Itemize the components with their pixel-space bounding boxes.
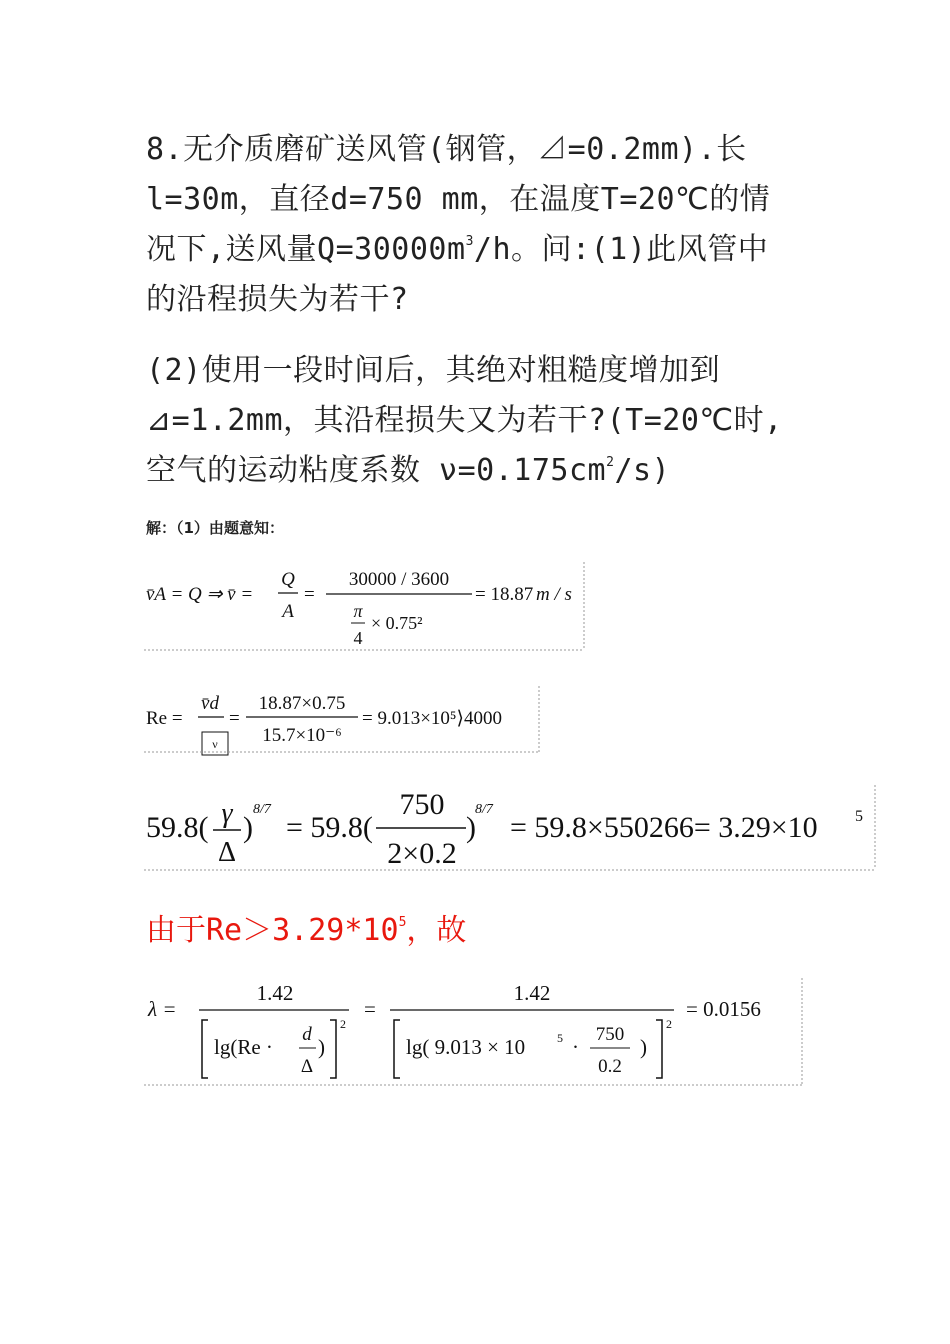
eq1-frac-den: A <box>282 601 294 622</box>
problem-line: /s) <box>614 453 671 488</box>
eq3-tail: = 59.8×550266= 3.29×10 <box>510 811 818 844</box>
eq2-frac-den: ν <box>212 737 218 751</box>
eq3-paren: ) <box>243 811 253 844</box>
eq4-delta: Δ <box>300 1056 314 1077</box>
eq4-equals: = <box>364 997 376 1021</box>
eq4-d: d <box>302 1024 312 1045</box>
eq4-den-a: lg(Re · <box>214 1035 273 1059</box>
eq4-f-den: 0.2 <box>598 1056 622 1077</box>
eq3-paren2: ) <box>466 811 476 844</box>
problem-line: 8.无介质磨矿送风管(钢管，⊿=0.2mm).长 <box>146 132 747 167</box>
eq4-num2: 1.42 <box>513 981 551 1005</box>
eq4-dot: · <box>572 1035 579 1059</box>
eq4-f-num: 750 <box>595 1024 625 1045</box>
problem-line: ⊿=1.2mm，其沿程损失又为若干?(T=20℃时, <box>146 403 783 438</box>
eq1-den-rest: × 0.75² <box>371 613 423 633</box>
eq1-equals: = <box>304 584 315 605</box>
eq4-den-b-sup: 5 <box>557 1031 563 1045</box>
superscript: 2 <box>606 455 615 470</box>
eq3-mid: = 59.8( <box>286 811 373 844</box>
problem-statement-part2 <box>146 346 836 496</box>
equation-threshold <box>144 783 878 873</box>
eq3-frac1-num: γ <box>221 798 233 829</box>
eq1-four: 4 <box>353 628 363 648</box>
eq1-frac-num: Q <box>281 569 295 590</box>
eq4-paren: ) <box>318 1035 325 1059</box>
red-line-sup: 5 <box>398 915 407 930</box>
eq1-lhs: v̄A = Q ⇒ v̄ = <box>146 584 254 605</box>
equation-friction-factor <box>144 976 806 1088</box>
red-conclusion-line <box>146 906 466 956</box>
problem-line: (2)使用一段时间后，其绝对粗糙度增加到 <box>146 353 721 388</box>
eq1-pi: π <box>353 601 363 621</box>
equation-reynolds <box>144 684 541 756</box>
eq4-lhs: λ = <box>148 997 177 1021</box>
equation-velocity <box>144 560 586 652</box>
solution-heading: 解：（1）由题意知： <box>146 519 284 537</box>
problem-line: 空气的运动粘度系数 ν=0.175cm <box>146 453 607 488</box>
eq3-frac2-den: 2×0.2 <box>387 837 457 870</box>
eq4-result: = 0.0156 <box>686 997 761 1021</box>
eq3-frac2-num: 750 <box>399 788 445 821</box>
eq1-unit: m / s <box>536 584 572 605</box>
eq4-den-b: lg( 9.013 × 10 <box>406 1035 526 1059</box>
eq1-numerator: 30000 / 3600 <box>348 569 450 590</box>
eq2-result: = 9.013×10⁵⟩4000 <box>362 708 502 729</box>
eq3-frac1-den: Δ <box>217 837 237 868</box>
eq3-tail-sup: 5 <box>855 808 863 825</box>
eq2-denominator: 15.7×10⁻⁶ <box>262 725 342 746</box>
red-line-text: ，故 <box>406 913 467 948</box>
problem-line: 况下,送风量Q=30000m <box>146 232 466 267</box>
eq2-lhs: Re = <box>146 708 183 729</box>
red-line-text: 由于Re＞3.29*10 <box>146 913 399 948</box>
eq2-numerator: 18.87×0.75 <box>258 693 346 714</box>
eq3-lead: 59.8( <box>146 811 209 844</box>
eq4-num: 1.42 <box>256 981 294 1005</box>
eq4-sq: 2 <box>340 1017 346 1031</box>
eq3-exponent2: 8/7 <box>475 802 493 817</box>
eq2-equals: = <box>229 708 240 729</box>
eq1-result: = 18.87 <box>475 584 534 605</box>
problem-line: /h。问:(1)此风管中 <box>473 232 769 267</box>
eq3-exponent: 8/7 <box>253 802 271 817</box>
problem-line: l=30m，直径d=750 mm，在温度T=20℃的情 <box>146 182 771 217</box>
eq2-frac-num: v̄d <box>201 693 219 714</box>
problem-line: 的沿程损失为若干? <box>146 282 409 317</box>
eq4-sq2: 2 <box>666 1017 672 1031</box>
problem-statement-part1 <box>146 125 836 325</box>
superscript: 3 <box>465 234 474 249</box>
eq4-paren2: ) <box>640 1035 647 1059</box>
